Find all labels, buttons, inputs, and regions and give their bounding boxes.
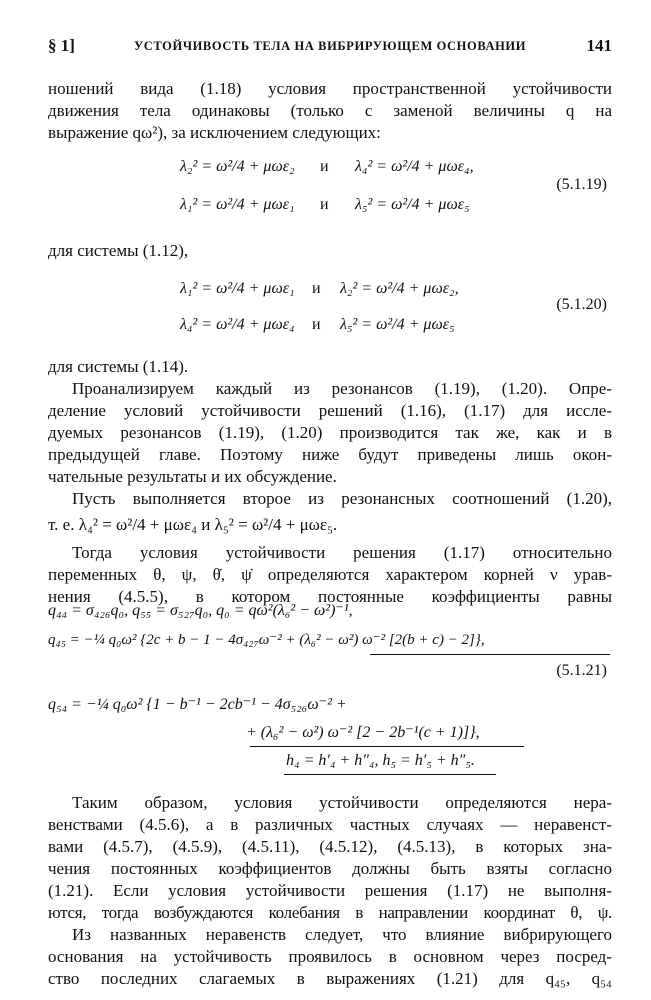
equation-number: (5.1.19) (556, 176, 607, 193)
eq-line: q₄₄ = σ₄₂₆q₀, q₅₅ = σ₅₂₇q₀, q₀ = qω²(λ₆² − ω²)⁻¹, (48, 602, 353, 619)
eq-term: λ₄² = ω²/4 + μωε₄, (355, 158, 474, 175)
text-line: деление условий устойчивости решений (1.16), (1.17) для иссле- (48, 401, 612, 420)
eq-connector: и (320, 158, 329, 175)
equation-number: (5.1.21) (556, 662, 607, 679)
text-line: основания на устойчивость проявилось в основном через посред- (48, 947, 612, 966)
eq-line: h₄ = h′₄ + h″₄, h₅ = h′₅ + h″₅. (286, 752, 475, 769)
eq-term: λ₂² = ω²/4 + μωε₂, (340, 280, 459, 297)
eq-term: λ₁² = ω²/4 + μωε₁ (180, 280, 295, 297)
underline (250, 746, 524, 747)
eq-line: q₄₅ = −¼ q₀ω² {2c + b − 1 − 4σ₄₂₇ω⁻² + (λ₆² − ω²) ω⁻² [2(b + c) − 2]}, (48, 632, 485, 648)
equation-number: (5.1.20) (556, 296, 607, 313)
eq-term: λ₄² = ω²/4 + μωε₄ (180, 316, 295, 333)
running-title: УСТОЙЧИВОСТЬ ТЕЛА НА ВИБРИРУЮЩЕМ ОСНОВАНИИ (134, 39, 527, 53)
text-line: вами (4.5.7), (4.5.9), (4.5.11), (4.5.12), (4.5.13), в которых зна- (48, 837, 612, 856)
eq-line: q₅₄ = −¼ q₀ω² {1 − b⁻¹ − 2cb⁻¹ − 4σ₅₂₆ω⁻² + (48, 696, 347, 713)
text-line: Пусть выполняется второе из резонансных соотношений (1.20), (72, 489, 612, 508)
text-line: венствами (4.5.6), а в различных частных случаях — неравенст- (48, 815, 612, 834)
text-line: дуемых резонансов (1.19), (1.20) производится так же, как и в (48, 423, 612, 442)
eq-term: λ₁² = ω²/4 + μωε₁ (180, 196, 295, 213)
eq-connector: и (312, 280, 321, 297)
text-line: чения постоянных коэффициентов должны быть взяты согласно (48, 859, 612, 878)
page-number: 141 (586, 36, 612, 55)
text-line: чательные результаты и их обсуждение. (48, 467, 337, 486)
eq-connector: и (320, 196, 329, 213)
text-line: Таким образом, условия устойчивости определяются нера- (72, 793, 612, 812)
text-line: Проанализируем каждый из резонансов (1.19), (1.20). Опре- (72, 379, 612, 398)
eq-term: λ₅² = ω²/4 + μωε₅ (355, 196, 470, 213)
eq-term: λ₅² = ω²/4 + μωε₅ (340, 316, 455, 333)
text-line: движения тела одинаковы (только с заменой величины q на (48, 101, 612, 120)
text-line: предыдущей главе. Поэтому ниже будут приведены лишь окон- (48, 445, 612, 464)
text-line: для системы (1.14). (48, 357, 189, 376)
text-line: переменных θ, ψ, θ̇, ψ̇ определяются характером корней ν урав- (48, 565, 612, 584)
text-line: для системы (1.12), (48, 241, 189, 260)
eq-line: + (λ₆² − ω²) ω⁻² [2 − 2b⁻¹(c + 1)]}, (246, 724, 480, 741)
text-line: ются, тогда возбуждаются колебания в направлении координат θ, ψ. (48, 903, 612, 922)
eq-connector: и (312, 316, 321, 333)
text-line: нения (4.5.5), в котором постоянные коэффициенты равны (48, 587, 612, 606)
underline (370, 654, 610, 655)
text-line: выражение qω²), за исключением следующих: (48, 123, 381, 142)
eq-term: λ₂² = ω²/4 + μωε₂ (180, 158, 295, 175)
text-line: Тогда условия устойчивости решения (1.17) относительно (72, 543, 612, 562)
running-header (48, 36, 612, 62)
section-marker: § 1] (48, 36, 75, 55)
text-line: т. е. λ₄² = ω²/4 + μωε₄ и λ₅² = ω²/4 + μωε₅. (48, 515, 338, 534)
text-line: Из названных неравенств следует, что влияние вибрирующего (72, 925, 612, 944)
text-line: (1.21). Если условия устойчивости решения (1.17) не выполня- (48, 881, 612, 900)
underline (284, 774, 496, 775)
text-line: ношений вида (1.18) условия пространственной устойчивости (48, 79, 612, 98)
text-line: ство последних слагаемых в выражениях (1.21) для q₄₅, q₅₄ (48, 969, 612, 988)
